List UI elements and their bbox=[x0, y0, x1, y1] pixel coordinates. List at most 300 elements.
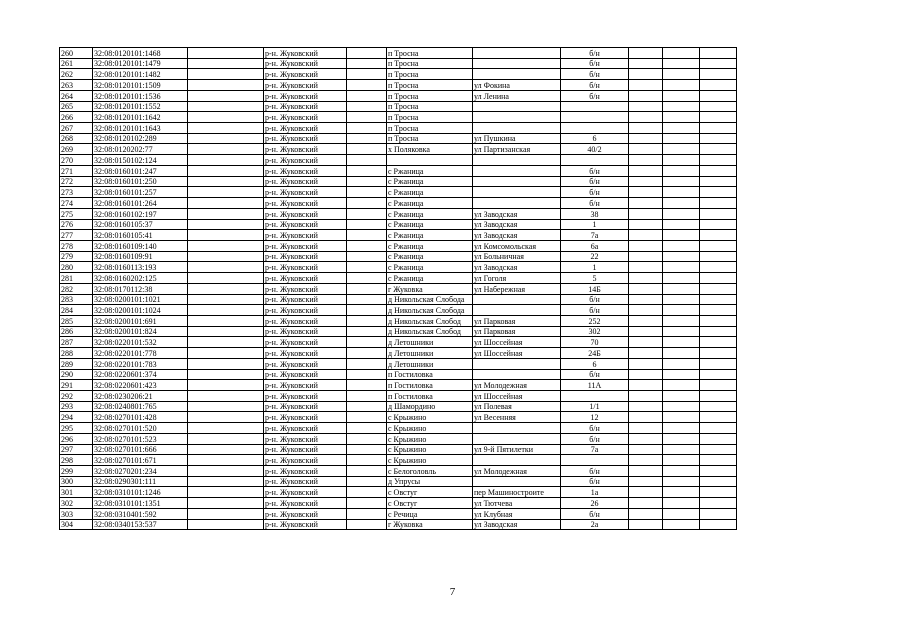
cell-cadastral-number: 32:08:0120202:77 bbox=[93, 144, 188, 155]
cell-empty bbox=[700, 466, 737, 477]
table-row bbox=[60, 348, 737, 359]
cell-locality: с Крыжино bbox=[387, 423, 473, 434]
cell-empty bbox=[663, 476, 700, 487]
table-row bbox=[60, 123, 737, 134]
cell-empty bbox=[700, 433, 737, 444]
cell-empty bbox=[347, 176, 387, 187]
cell-row-number: 275 bbox=[60, 208, 93, 219]
cell-row-number: 271 bbox=[60, 165, 93, 176]
cell-house-number: 70 bbox=[561, 337, 629, 348]
cell-empty bbox=[663, 187, 700, 198]
cell-district: р-н. Жуковский bbox=[264, 315, 347, 326]
cell-empty bbox=[700, 144, 737, 155]
cell-house-number: 6а bbox=[561, 240, 629, 251]
cell-street: ул Полевая bbox=[473, 401, 561, 412]
table-row bbox=[60, 165, 737, 176]
cell-empty bbox=[629, 476, 663, 487]
cell-district: р-н. Жуковский bbox=[264, 273, 347, 284]
cell-empty bbox=[700, 369, 737, 380]
cell-empty bbox=[629, 433, 663, 444]
cell-cadastral-number: 32:08:0120102:289 bbox=[93, 133, 188, 144]
cell-empty bbox=[188, 176, 264, 187]
cell-house-number: 6 bbox=[561, 358, 629, 369]
cell-row-number: 260 bbox=[60, 48, 93, 59]
cell-empty bbox=[188, 348, 264, 359]
cell-empty bbox=[347, 90, 387, 101]
cell-empty bbox=[347, 391, 387, 402]
table-row bbox=[60, 176, 737, 187]
cell-empty bbox=[347, 80, 387, 91]
table-row bbox=[60, 101, 737, 112]
cell-empty bbox=[700, 348, 737, 359]
cell-house-number: б/н bbox=[561, 476, 629, 487]
table-row bbox=[60, 80, 737, 91]
cell-empty bbox=[700, 80, 737, 91]
cell-street bbox=[473, 123, 561, 134]
cell-empty bbox=[188, 391, 264, 402]
cell-empty bbox=[663, 508, 700, 519]
table-row bbox=[60, 273, 737, 284]
cell-empty bbox=[629, 519, 663, 530]
cell-empty bbox=[663, 165, 700, 176]
cell-empty bbox=[629, 412, 663, 423]
cell-empty bbox=[629, 48, 663, 59]
cell-empty bbox=[700, 101, 737, 112]
cell-empty bbox=[629, 358, 663, 369]
cell-empty bbox=[700, 508, 737, 519]
cell-house-number: б/н bbox=[561, 294, 629, 305]
table-row bbox=[60, 466, 737, 477]
cell-empty bbox=[347, 283, 387, 294]
table-row bbox=[60, 423, 737, 434]
cell-row-number: 264 bbox=[60, 90, 93, 101]
cell-row-number: 266 bbox=[60, 112, 93, 123]
cell-locality: с Ржаница bbox=[387, 273, 473, 284]
cell-row-number: 281 bbox=[60, 273, 93, 284]
cell-district: р-н. Жуковский bbox=[264, 466, 347, 477]
cell-empty bbox=[188, 401, 264, 412]
cell-locality: с Ржаница bbox=[387, 176, 473, 187]
cell-empty bbox=[188, 101, 264, 112]
table-row bbox=[60, 476, 737, 487]
cell-street: ул Заводская bbox=[473, 519, 561, 530]
cell-house-number: 1 bbox=[561, 219, 629, 230]
cell-empty bbox=[629, 466, 663, 477]
page-number: 7 bbox=[449, 586, 456, 598]
registry-table bbox=[59, 47, 737, 530]
cell-row-number: 269 bbox=[60, 144, 93, 155]
cell-empty bbox=[629, 262, 663, 273]
cell-street: ул Больничная bbox=[473, 251, 561, 262]
table-row bbox=[60, 112, 737, 123]
cell-empty bbox=[629, 165, 663, 176]
cell-empty bbox=[347, 498, 387, 509]
cell-cadastral-number: 32:08:0160109:140 bbox=[93, 240, 188, 251]
cell-row-number: 298 bbox=[60, 455, 93, 466]
cell-empty bbox=[663, 219, 700, 230]
cell-district: р-н. Жуковский bbox=[264, 455, 347, 466]
cell-row-number: 265 bbox=[60, 101, 93, 112]
cell-house-number: 11А bbox=[561, 380, 629, 391]
cell-street: ул Шоссейная bbox=[473, 348, 561, 359]
cell-empty bbox=[663, 519, 700, 530]
cell-empty bbox=[629, 273, 663, 284]
cell-district: р-н. Жуковский bbox=[264, 283, 347, 294]
cell-locality: с Ржаница bbox=[387, 198, 473, 209]
cell-street bbox=[473, 305, 561, 316]
cell-locality: с Овстуг bbox=[387, 498, 473, 509]
table-row bbox=[60, 380, 737, 391]
cell-street bbox=[473, 176, 561, 187]
cell-locality: с Крыжино bbox=[387, 433, 473, 444]
cell-row-number: 283 bbox=[60, 294, 93, 305]
cell-empty bbox=[629, 380, 663, 391]
cell-district: р-н. Жуковский bbox=[264, 391, 347, 402]
cell-empty bbox=[188, 58, 264, 69]
cell-district: р-н. Жуковский bbox=[264, 444, 347, 455]
cell-street: ул Гоголя bbox=[473, 273, 561, 284]
cell-empty bbox=[347, 412, 387, 423]
cell-empty bbox=[347, 251, 387, 262]
cell-cadastral-number: 32:08:0270201:234 bbox=[93, 466, 188, 477]
cell-house-number: б/н bbox=[561, 176, 629, 187]
cell-row-number: 277 bbox=[60, 230, 93, 241]
cell-empty bbox=[629, 348, 663, 359]
table-row bbox=[60, 230, 737, 241]
cell-empty bbox=[663, 305, 700, 316]
cell-district: р-н. Жуковский bbox=[264, 251, 347, 262]
cell-empty bbox=[629, 112, 663, 123]
cell-house-number bbox=[561, 112, 629, 123]
cell-empty bbox=[347, 208, 387, 219]
cell-empty bbox=[347, 198, 387, 209]
cell-locality: п Тросна bbox=[387, 133, 473, 144]
table-row bbox=[60, 519, 737, 530]
table-row bbox=[60, 391, 737, 402]
table-row bbox=[60, 433, 737, 444]
cell-row-number: 293 bbox=[60, 401, 93, 412]
cell-house-number: 6 bbox=[561, 133, 629, 144]
registry-table-container bbox=[59, 47, 737, 530]
cell-street bbox=[473, 187, 561, 198]
cell-empty bbox=[188, 476, 264, 487]
table-row bbox=[60, 240, 737, 251]
cell-empty bbox=[347, 358, 387, 369]
cell-street: ул Фокина bbox=[473, 80, 561, 91]
cell-street: ул Весенняя bbox=[473, 412, 561, 423]
cell-district: р-н. Жуковский bbox=[264, 90, 347, 101]
cell-cadastral-number: 32:08:0220601:423 bbox=[93, 380, 188, 391]
cell-empty bbox=[700, 240, 737, 251]
cell-locality: г Жуковка bbox=[387, 283, 473, 294]
cell-empty bbox=[188, 444, 264, 455]
cell-empty bbox=[629, 294, 663, 305]
cell-empty bbox=[629, 90, 663, 101]
cell-empty bbox=[188, 305, 264, 316]
cell-empty bbox=[663, 348, 700, 359]
cell-district: р-н. Жуковский bbox=[264, 337, 347, 348]
cell-empty bbox=[663, 315, 700, 326]
cell-row-number: 292 bbox=[60, 391, 93, 402]
cell-cadastral-number: 32:08:0310401:592 bbox=[93, 508, 188, 519]
cell-empty bbox=[629, 176, 663, 187]
cell-street: ул Парковая bbox=[473, 326, 561, 337]
cell-row-number: 299 bbox=[60, 466, 93, 477]
cell-locality: г Жуковка bbox=[387, 519, 473, 530]
cell-district: р-н. Жуковский bbox=[264, 69, 347, 80]
cell-empty bbox=[188, 48, 264, 59]
cell-empty bbox=[663, 133, 700, 144]
cell-empty bbox=[188, 487, 264, 498]
cell-empty bbox=[663, 412, 700, 423]
cell-house-number: б/н bbox=[561, 187, 629, 198]
cell-empty bbox=[629, 315, 663, 326]
cell-cadastral-number: 32:08:0220101:778 bbox=[93, 348, 188, 359]
cell-district: р-н. Жуковский bbox=[264, 101, 347, 112]
cell-empty bbox=[700, 133, 737, 144]
table-row bbox=[60, 48, 737, 59]
cell-cadastral-number: 32:08:0160101:264 bbox=[93, 198, 188, 209]
cell-cadastral-number: 32:08:0270101:523 bbox=[93, 433, 188, 444]
cell-district: р-н. Жуковский bbox=[264, 423, 347, 434]
cell-house-number: 26 bbox=[561, 498, 629, 509]
cell-empty bbox=[663, 176, 700, 187]
cell-empty bbox=[188, 508, 264, 519]
cell-street bbox=[473, 155, 561, 166]
cell-empty bbox=[700, 273, 737, 284]
cell-locality: с Крыжино bbox=[387, 444, 473, 455]
cell-empty bbox=[347, 165, 387, 176]
cell-empty bbox=[700, 165, 737, 176]
cell-row-number: 286 bbox=[60, 326, 93, 337]
cell-empty bbox=[700, 155, 737, 166]
cell-empty bbox=[663, 444, 700, 455]
cell-empty bbox=[188, 283, 264, 294]
cell-cadastral-number: 32:08:0160109:91 bbox=[93, 251, 188, 262]
cell-house-number: б/н bbox=[561, 58, 629, 69]
cell-district: р-н. Жуковский bbox=[264, 165, 347, 176]
cell-street: ул Парковая bbox=[473, 315, 561, 326]
cell-house-number bbox=[561, 101, 629, 112]
cell-district: р-н. Жуковский bbox=[264, 123, 347, 134]
cell-cadastral-number: 32:08:0270101:428 bbox=[93, 412, 188, 423]
cell-locality: п Гостиловка bbox=[387, 380, 473, 391]
cell-cadastral-number: 32:08:0170112:38 bbox=[93, 283, 188, 294]
cell-empty bbox=[700, 326, 737, 337]
cell-locality: п Гостиловка bbox=[387, 369, 473, 380]
table-row bbox=[60, 198, 737, 209]
cell-house-number: 38 bbox=[561, 208, 629, 219]
cell-row-number: 294 bbox=[60, 412, 93, 423]
cell-empty bbox=[700, 294, 737, 305]
cell-empty bbox=[700, 358, 737, 369]
cell-empty bbox=[629, 58, 663, 69]
cell-row-number: 268 bbox=[60, 133, 93, 144]
cell-house-number: б/н bbox=[561, 369, 629, 380]
cell-empty bbox=[700, 48, 737, 59]
cell-street: ул Тютчева bbox=[473, 498, 561, 509]
cell-empty bbox=[700, 69, 737, 80]
table-row bbox=[60, 208, 737, 219]
cell-empty bbox=[188, 230, 264, 241]
cell-house-number: 2а bbox=[561, 519, 629, 530]
cell-house-number: 302 bbox=[561, 326, 629, 337]
cell-cadastral-number: 32:08:0120101:1482 bbox=[93, 69, 188, 80]
cell-empty bbox=[347, 337, 387, 348]
cell-empty bbox=[347, 401, 387, 412]
table-row bbox=[60, 401, 737, 412]
table-row bbox=[60, 155, 737, 166]
cell-empty bbox=[629, 498, 663, 509]
cell-empty bbox=[188, 208, 264, 219]
cell-empty bbox=[347, 48, 387, 59]
cell-locality: с Ржаница bbox=[387, 208, 473, 219]
cell-district: р-н. Жуковский bbox=[264, 133, 347, 144]
cell-locality: п Тросна bbox=[387, 58, 473, 69]
cell-district: р-н. Жуковский bbox=[264, 348, 347, 359]
cell-empty bbox=[663, 294, 700, 305]
cell-empty bbox=[663, 283, 700, 294]
cell-street: ул Молодежная bbox=[473, 466, 561, 477]
cell-empty bbox=[700, 455, 737, 466]
cell-street bbox=[473, 294, 561, 305]
cell-empty bbox=[347, 230, 387, 241]
cell-empty bbox=[347, 369, 387, 380]
cell-locality: с Ржаница bbox=[387, 165, 473, 176]
cell-district: р-н. Жуковский bbox=[264, 208, 347, 219]
cell-cadastral-number: 32:08:0160101:250 bbox=[93, 176, 188, 187]
cell-cadastral-number: 32:08:0160202:125 bbox=[93, 273, 188, 284]
cell-locality: с Крыжино bbox=[387, 455, 473, 466]
cell-empty bbox=[700, 423, 737, 434]
cell-empty bbox=[188, 219, 264, 230]
cell-empty bbox=[188, 466, 264, 477]
table-row bbox=[60, 90, 737, 101]
cell-empty bbox=[629, 240, 663, 251]
cell-cadastral-number: 32:08:0230206:21 bbox=[93, 391, 188, 402]
cell-cadastral-number: 32:08:0120101:1642 bbox=[93, 112, 188, 123]
cell-district: р-н. Жуковский bbox=[264, 80, 347, 91]
cell-house-number: б/н bbox=[561, 69, 629, 80]
cell-house-number: 12 bbox=[561, 412, 629, 423]
cell-street: ул Заводская bbox=[473, 219, 561, 230]
cell-empty bbox=[188, 273, 264, 284]
cell-empty bbox=[347, 455, 387, 466]
cell-empty bbox=[347, 262, 387, 273]
cell-empty bbox=[700, 230, 737, 241]
cell-district: р-н. Жуковский bbox=[264, 508, 347, 519]
cell-empty bbox=[700, 444, 737, 455]
cell-empty bbox=[629, 305, 663, 316]
cell-district: р-н. Жуковский bbox=[264, 487, 347, 498]
cell-street bbox=[473, 455, 561, 466]
cell-empty bbox=[347, 380, 387, 391]
cell-house-number: б/н bbox=[561, 305, 629, 316]
cell-street bbox=[473, 423, 561, 434]
cell-empty bbox=[629, 144, 663, 155]
cell-empty bbox=[663, 208, 700, 219]
cell-district: р-н. Жуковский bbox=[264, 412, 347, 423]
cell-empty bbox=[663, 155, 700, 166]
cell-cadastral-number: 32:08:0220601:374 bbox=[93, 369, 188, 380]
cell-empty bbox=[347, 433, 387, 444]
cell-empty bbox=[347, 101, 387, 112]
table-row bbox=[60, 219, 737, 230]
cell-cadastral-number: 32:08:0160105:37 bbox=[93, 219, 188, 230]
cell-street: ул Пушкина bbox=[473, 133, 561, 144]
cell-empty bbox=[700, 305, 737, 316]
cell-empty bbox=[663, 326, 700, 337]
cell-empty bbox=[700, 198, 737, 209]
cell-empty bbox=[347, 219, 387, 230]
cell-empty bbox=[700, 208, 737, 219]
cell-empty bbox=[188, 412, 264, 423]
cell-empty bbox=[663, 337, 700, 348]
table-row bbox=[60, 358, 737, 369]
cell-empty bbox=[347, 519, 387, 530]
cell-house-number bbox=[561, 123, 629, 134]
cell-street: ул 9-й Пятилетки bbox=[473, 444, 561, 455]
cell-street bbox=[473, 69, 561, 80]
cell-row-number: 288 bbox=[60, 348, 93, 359]
cell-empty bbox=[663, 48, 700, 59]
cell-empty bbox=[663, 198, 700, 209]
cell-empty bbox=[700, 337, 737, 348]
cell-district: р-н. Жуковский bbox=[264, 358, 347, 369]
cell-empty bbox=[188, 433, 264, 444]
cell-row-number: 302 bbox=[60, 498, 93, 509]
cell-empty bbox=[629, 487, 663, 498]
cell-empty bbox=[188, 155, 264, 166]
cell-empty bbox=[347, 348, 387, 359]
cell-house-number: 24Б bbox=[561, 348, 629, 359]
cell-district: р-н. Жуковский bbox=[264, 380, 347, 391]
cell-empty bbox=[663, 101, 700, 112]
cell-house-number: б/н bbox=[561, 508, 629, 519]
table-row bbox=[60, 294, 737, 305]
table-row bbox=[60, 369, 737, 380]
cell-locality: д Никольская Слобода bbox=[387, 305, 473, 316]
cell-cadastral-number: 32:08:0310101:1246 bbox=[93, 487, 188, 498]
cell-cadastral-number: 32:08:0160101:257 bbox=[93, 187, 188, 198]
cell-locality: п Тросна bbox=[387, 69, 473, 80]
cell-house-number: 1а bbox=[561, 487, 629, 498]
cell-empty bbox=[188, 240, 264, 251]
cell-empty bbox=[347, 294, 387, 305]
cell-row-number: 284 bbox=[60, 305, 93, 316]
cell-empty bbox=[347, 144, 387, 155]
cell-empty bbox=[629, 283, 663, 294]
cell-empty bbox=[188, 337, 264, 348]
cell-empty bbox=[188, 358, 264, 369]
cell-empty bbox=[700, 123, 737, 134]
cell-empty bbox=[188, 198, 264, 209]
cell-street: ул Комсомольская bbox=[473, 240, 561, 251]
table-row bbox=[60, 498, 737, 509]
cell-empty bbox=[188, 326, 264, 337]
cell-cadastral-number: 32:08:0220101:783 bbox=[93, 358, 188, 369]
cell-empty bbox=[663, 123, 700, 134]
cell-street: ул Заводская bbox=[473, 208, 561, 219]
cell-cadastral-number: 32:08:0200101:1021 bbox=[93, 294, 188, 305]
cell-empty bbox=[629, 187, 663, 198]
cell-empty bbox=[663, 58, 700, 69]
cell-empty bbox=[188, 455, 264, 466]
cell-empty bbox=[663, 230, 700, 241]
cell-empty bbox=[663, 380, 700, 391]
cell-empty bbox=[629, 401, 663, 412]
cell-row-number: 285 bbox=[60, 315, 93, 326]
